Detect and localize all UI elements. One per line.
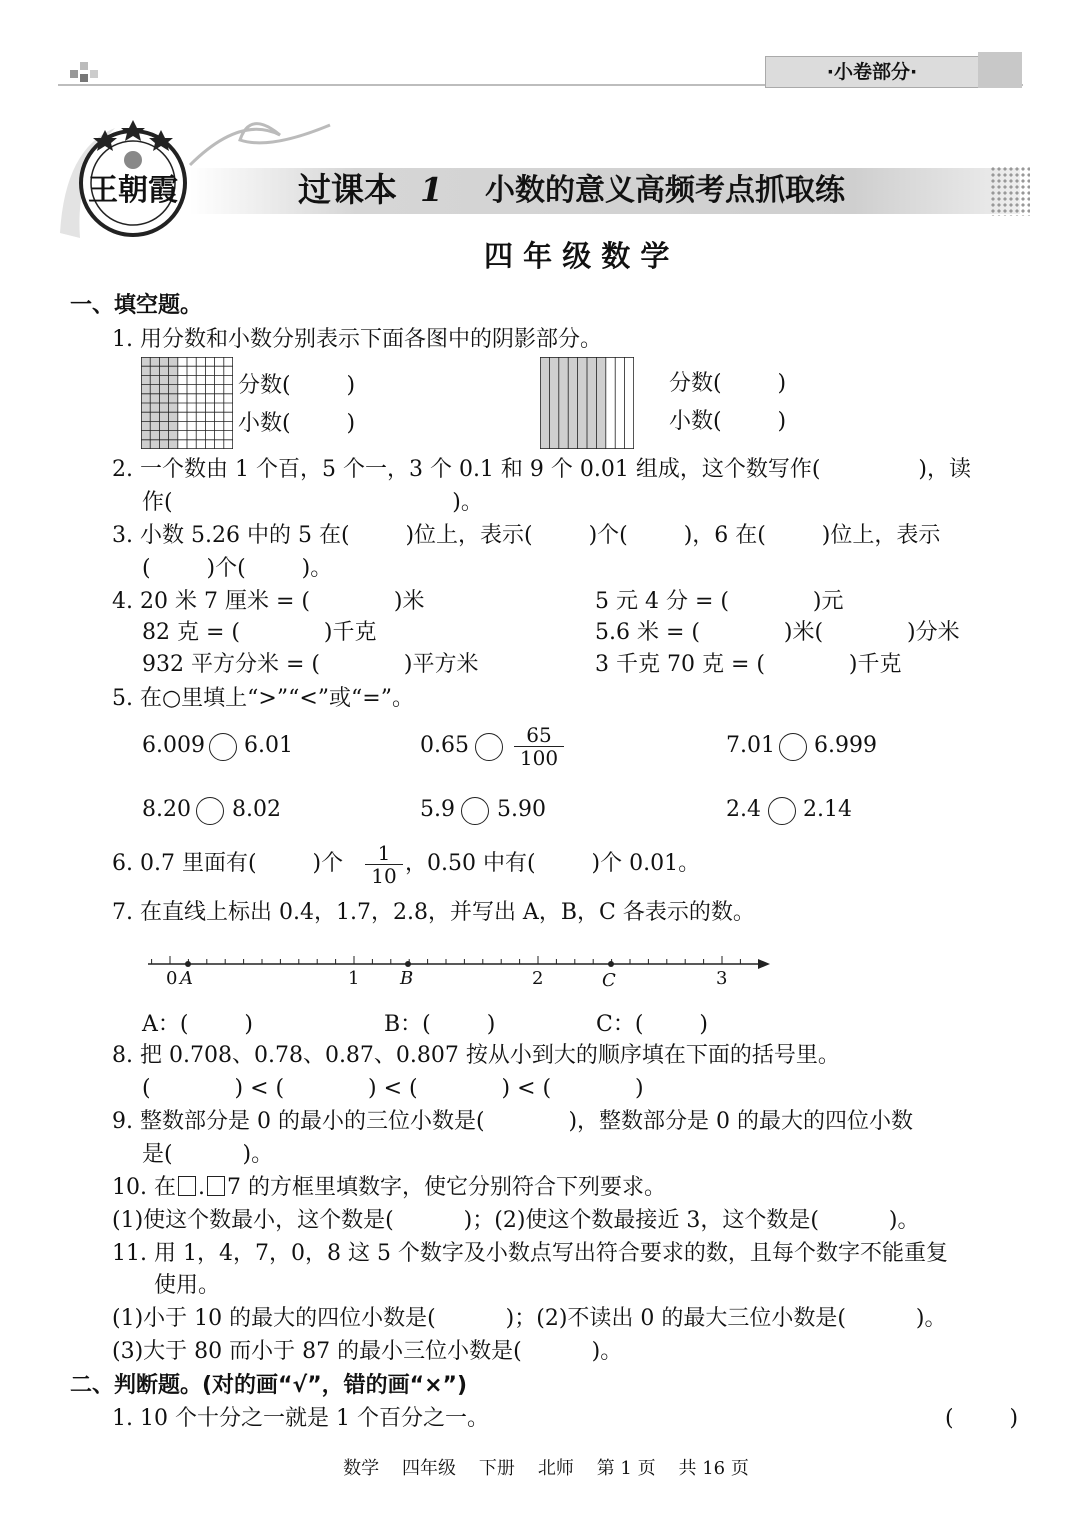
- fraction-numerator: 65: [514, 724, 564, 747]
- q8-text: 8. 把 0.708、0.78、0.87、0.807 按从小到大的顺序填在下面的括号里。: [112, 1043, 840, 1068]
- ribbon-decoration: [180, 105, 340, 175]
- q5-text: 5. 在○里填上“>”“<”或“=”。: [112, 686, 414, 711]
- q6-part2: ，0.50 中有( )个 0.01。: [405, 851, 701, 876]
- q9-line2: 是( )。: [142, 1142, 274, 1167]
- q4-f: 3 千克 70 克 = ( )千克: [595, 652, 902, 677]
- q11-line3: (1)小于 10 的最大的四位小数是( )；(2)不读出 0 的最大三位小数是( )。: [112, 1306, 947, 1331]
- q5-item4-left: 8.20: [142, 797, 191, 822]
- strip-shaded-figure: [540, 357, 634, 449]
- q10-part2: .: [197, 1175, 205, 1200]
- q5-item4-right: 8.02: [232, 797, 281, 822]
- compare-circle[interactable]: [209, 733, 237, 761]
- q7-answer-c: C：( ): [596, 1012, 708, 1037]
- fraction-numerator: 1: [365, 842, 403, 865]
- judge-q1: 1. 10 个十分之一就是 1 个百分之一。: [112, 1406, 489, 1431]
- q11-line1: 11. 用 1，4，7，0，8 这 5 个数字及小数点写出符合要求的数，且每个数字不能重复: [112, 1241, 948, 1266]
- q1-text: 1. 用分数和小数分别表示下面各图中的阴影部分。: [112, 327, 602, 352]
- page-subtitle: 四 年 级 数 学: [484, 239, 670, 273]
- banner-dots: [990, 166, 1030, 216]
- q2-line1: 2. 一个数由 1 个百，5 个一，3 个 0.1 和 9 个 0.01 组成，这个数写作( )，读: [112, 457, 971, 482]
- q2-line2: 作( )。: [142, 490, 483, 515]
- title-number: 1: [420, 170, 443, 209]
- q4-e: 932 平方分米 = ( )平方米: [142, 652, 479, 677]
- section1-heading: 一、填空题。: [70, 293, 203, 318]
- q5-item6-left: 2.4: [726, 797, 761, 822]
- tick-label-2: 2: [532, 968, 544, 989]
- fraction-denominator: 100: [519, 746, 559, 770]
- q5-item2-fraction: [514, 724, 564, 769]
- brand-logo: [55, 108, 195, 248]
- page-title: 小数的意义高频考点抓取练: [485, 173, 845, 208]
- q5-item1-left: 6.009: [142, 733, 205, 758]
- q1-right-fraction: 分数( ): [669, 371, 787, 396]
- section-tag: ·小卷部分·: [765, 56, 979, 88]
- q6-part1: 6. 0.7 里面有( )个: [112, 851, 344, 876]
- q4-a: 4. 20 米 7 厘米 = ( )米: [112, 589, 425, 614]
- number-line: [140, 940, 780, 996]
- point-b: [405, 961, 411, 967]
- q6-fraction: [365, 842, 403, 887]
- q5-item5-left: 5.9: [420, 797, 455, 822]
- q9-line1: 9. 整数部分是 0 的最小的三位小数是( )，整数部分是 0 的最大的四位小数: [112, 1109, 914, 1134]
- page-footer: 数学 四年级 下册 北师 第 1 页 共 16 页: [343, 1458, 749, 1479]
- tag-tail: [978, 52, 1022, 88]
- q10-line1: [112, 1174, 666, 1202]
- q7-answer-b: B：( ): [384, 1012, 496, 1037]
- q1-left-decimal: 小数( ): [238, 411, 356, 436]
- q7-text: 7. 在直线上标出 0.4，1.7，2.8，并写出 A，B，C 各表示的数。: [112, 900, 755, 925]
- blank-box: [178, 1176, 196, 1196]
- q5-item6-right: 2.14: [803, 797, 852, 822]
- q8-answer-line: ( ) < ( ) < ( ) < ( ): [142, 1076, 644, 1101]
- q5-item3-right: 6.999: [814, 733, 877, 758]
- q5-item1-right: 6.01: [244, 733, 293, 758]
- title-prefix: 过课本: [298, 170, 397, 209]
- compare-circle[interactable]: [475, 733, 503, 761]
- judge-q1-bracket: ( ): [945, 1406, 1019, 1431]
- q1-left-fraction: 分数( ): [238, 373, 356, 398]
- grid-shaded-figure: [141, 357, 233, 449]
- q4-b: 5 元 4 分 = ( )元: [595, 589, 844, 614]
- q11-line2: 使用。: [154, 1273, 221, 1298]
- q10-part1: 10. 在: [112, 1175, 176, 1200]
- q5-item2-left: 0.65: [420, 733, 469, 758]
- compare-circle[interactable]: [196, 797, 224, 825]
- section2-heading: 二、判断题。(对的画“√”，错的画“×”): [70, 1373, 468, 1398]
- point-c: [608, 961, 614, 967]
- q11-line4: (3)大于 80 而小于 87 的最小三位小数是( )。: [112, 1339, 623, 1364]
- label-c: C: [602, 970, 616, 991]
- point-a: [185, 961, 191, 967]
- logo-text: 王朝霞: [88, 173, 178, 208]
- q5-item3-left: 7.01: [726, 733, 775, 758]
- q1-right-decimal: 小数( ): [669, 409, 787, 434]
- q5-item5-right: 5.90: [497, 797, 546, 822]
- q7-answer-a: A：( ): [142, 1012, 253, 1037]
- tick-label-3: 3: [716, 968, 728, 989]
- label-b: B: [400, 968, 414, 989]
- compare-circle[interactable]: [779, 733, 807, 761]
- tick-label-0: 0: [166, 968, 178, 989]
- tick-label-1: 1: [348, 968, 360, 989]
- q4-d: 5.6 米 = ( )米( )分米: [595, 620, 960, 645]
- compare-circle[interactable]: [768, 797, 796, 825]
- q3-line1: 3. 小数 5.26 中的 5 在( )位上，表示( )个( )，6 在( )位上，表示: [112, 523, 941, 548]
- fraction-denominator: 10: [371, 864, 397, 888]
- q3-line2: ( )个( )。: [142, 556, 333, 581]
- compare-circle[interactable]: [461, 797, 489, 825]
- label-a: A: [180, 968, 193, 989]
- q10-part3: 7 的方框里填数字，使它分别符合下列要求。: [226, 1175, 666, 1200]
- blank-box: [207, 1176, 225, 1196]
- q10-line2: (1)使这个数最小，这个数是( )；(2)使这个数最接近 3，这个数是( )。: [112, 1208, 920, 1233]
- corner-squares: [70, 62, 100, 84]
- q4-c: 82 克 = ( )千克: [142, 620, 377, 645]
